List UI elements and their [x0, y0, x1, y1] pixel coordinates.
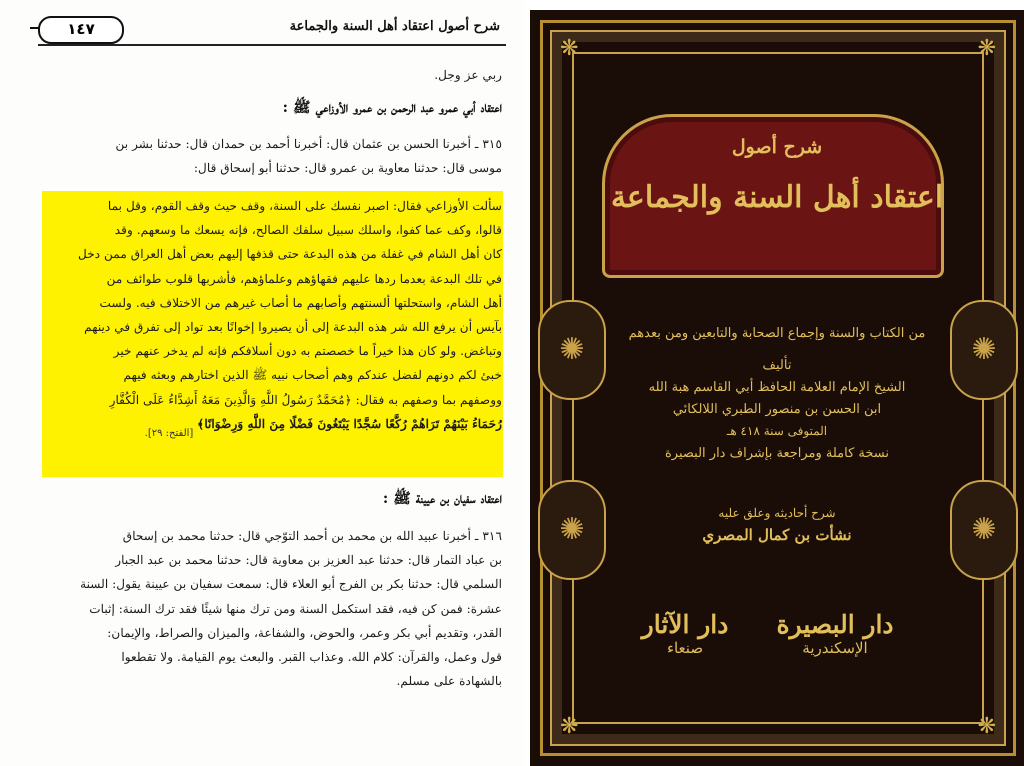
- body-line: موسى قال: حدثنا معاوية بن عمرو قال: حدثنا أبو إسحاق قال:: [193, 161, 502, 176]
- running-header: [38, 14, 506, 46]
- paragraph-316: [44, 524, 502, 693]
- corner-ornament-icon: ❋: [977, 36, 996, 61]
- body-line: أهل الشام، واستحلتها ألسنتهم وأصابهم ما أصاب غيرهم من الاختلاف فيه. ولست: [99, 295, 502, 310]
- body-line: بن عباد التمار قال: حدثنا عبد العزيز بن معاوية قال: حدثنا محمد بن عبد الجبار: [115, 553, 502, 568]
- publisher-block: [760, 610, 910, 657]
- body-line: سألت الأوزاعي فقال: اصبر نفسك على السنة، وقف حيث وقف القوم، وقل بما: [107, 199, 502, 213]
- cover-death-year: المتوفى سنة ٤١٨ هـ: [726, 424, 828, 438]
- body-line: قول وعمل، والقرآن: كلام الله. وعذاب القبر. والبعث يوم القيامة. ولا تقطعوا: [121, 650, 502, 665]
- page-number-badge: [38, 16, 124, 44]
- corner-ornament-icon: ❋: [560, 36, 579, 61]
- side-medallion-icon: ✺: [950, 300, 1018, 400]
- side-medallion-icon: ✺: [950, 480, 1018, 580]
- cover-series-title: شرح أصول: [731, 136, 823, 158]
- body-line: وتباغض. ولو كان هذا خيراً ما خصصتم به دون أسلافكم فإنه لم يدخر عنهم خير: [113, 344, 502, 359]
- publisher-city: صنعاء: [666, 639, 704, 657]
- quran-verse: رُحَمَاءُ بَيْنَهُمْ تَرَاهُمْ رُكَّعًا سُجَّدًا يَبْتَغُونَ فَضْلًا مِنَ اللَّهِ وَرِضْوَانًا﴾: [197, 416, 502, 431]
- publisher-name: دار الآثار: [641, 610, 729, 639]
- cover-author-line: ابن الحسن بن منصور الطبري اللالكائي: [672, 402, 882, 417]
- corner-ornament-icon: ❋: [560, 714, 579, 739]
- body-line: ربي عز وجل.: [434, 68, 502, 82]
- body-line: قالوا، وكف عما كفوا، واسلك سبيل سلفك الصالح، فإنه يسعك ما وسعهم. وقد: [114, 223, 502, 238]
- quran-verse: ووصفهم بما وصفهم به فقال: ﴿مُحَمَّدٌ رَسُولُ اللَّهِ وَالَّذِينَ مَعَهُ أَشِدَّاءُ عَلَى الْكُفَّارِ: [109, 392, 502, 407]
- book-cover: [530, 10, 1024, 766]
- cover-authorship-label: تأليف: [762, 358, 792, 373]
- body-line: خبئ لكم دونهم لفضل عندكم وهم أصحاب نبيه ﷺ الذين اختارهم وبعثه فيهم: [123, 368, 502, 383]
- cover-editor-label: شرح أحاديثه وعلق عليه: [718, 506, 836, 520]
- body-line: ٣١٦ ـ أخبرنا عبيد الله بن محمد بن أحمد التوّجي قال: حدثنا محمد بن إسحاق: [122, 529, 502, 543]
- cover-subtitle: من الكتاب والسنة وإجماع الصحابة والتابعين ومن بعدهم: [628, 326, 926, 341]
- section-heading: اعتقاد سفيان بن عيينة ﷺ :: [382, 490, 502, 507]
- body-line: ٣١٥ ـ أخبرنا الحسن بن عثمان قال: أخبرنا أحمد بن حمدان قال: حدثنا بشر بن: [115, 137, 502, 151]
- body-line: كان أهل الشام في غفلة من هذه البدعة حتى قذفها إليهم بعض أهل العراق ممن دخل: [77, 247, 502, 262]
- corner-ornament-icon: ❋: [977, 714, 996, 739]
- paragraph-315: [44, 132, 502, 180]
- cover-main-title: اعتقاد أهل السنة والجماعة: [610, 180, 944, 215]
- body-line: السلمي قال: حدثنا بكر بن الفرج أبو العلاء قال: سمعت سفيان بن عيينة يقول: السنة: [80, 577, 502, 592]
- cover-author-line: الشيخ الإمام العلامة الحافظ أبي القاسم هبة الله: [648, 380, 906, 395]
- publisher-name: دار البصيرة: [776, 610, 894, 639]
- section-heading: اعتقاد أبي عمرو عبد الرحمن بن عمرو الأوزاعي ﷺ :: [282, 99, 502, 116]
- body-line: بالشهادة على مسلم.: [396, 674, 502, 689]
- publisher-city: الإسكندرية: [802, 639, 868, 657]
- running-title: شرح أصول اعتقاد أهل السنة والجماعة: [289, 19, 500, 34]
- body-line: القدر، وتقديم أبي بكر وعمر، والحوض، والشفاعة، والميزان والصراط، والإيمان:: [107, 625, 502, 640]
- body-line: بآيس أن يرفع الله شر هذه البدعة إلى أن يصيروا إخوانًا بعد تواد إلى تفرق في دينهم: [84, 320, 502, 335]
- publisher-block: [610, 610, 760, 657]
- cover-edition-note: نسخة كاملة ومراجعة بإشراف دار البصيرة: [664, 446, 889, 461]
- verse-reference: [الفتح: ٢٩].: [144, 428, 194, 440]
- cover-editor-name: نشأت بن كمال المصري: [702, 526, 852, 544]
- body-line: في تلك البدعة بعدما ردها عليهم فقهاؤهم وعلماؤهم، فأشربها قلوب طوائف من: [106, 271, 502, 286]
- side-medallion-icon: ✺: [538, 300, 606, 400]
- side-medallion-icon: ✺: [538, 480, 606, 580]
- page-number: ١٤٧: [67, 20, 95, 38]
- body-line: عشرة: فمن كن فيه، فقد استكمل السنة ومن ترك منها شيئًا فقد ترك السنة: إثبات: [89, 601, 502, 616]
- highlighted-paragraph: [44, 194, 502, 446]
